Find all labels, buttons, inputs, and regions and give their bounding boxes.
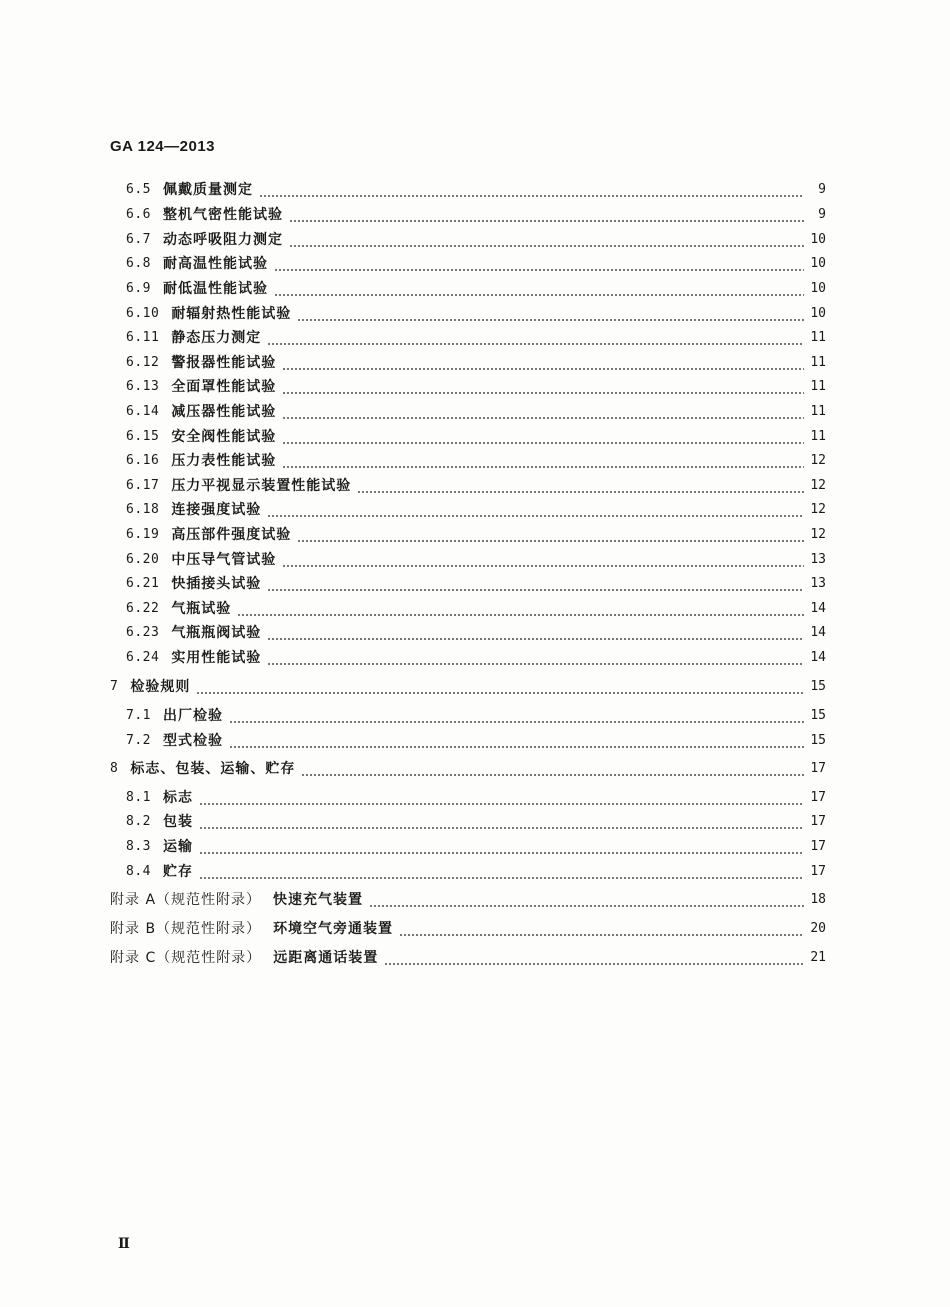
toc-entry-page: 10 (810, 231, 826, 247)
toc-entry-number: 6.9 (126, 280, 151, 296)
toc-entry[interactable] (126, 400, 826, 422)
toc-entry-title: 快插接头试验 (171, 576, 262, 592)
toc-entry-title: 中压导气管试验 (171, 552, 277, 568)
toc-leader-dots (199, 786, 804, 808)
toc-entry-title: 全面罩性能试验 (171, 379, 277, 395)
toc-entry[interactable] (126, 704, 826, 726)
toc-entry-number: 6.13 (126, 378, 160, 394)
toc-entry-page: 10 (810, 305, 826, 321)
toc-entry-title: 压力平视显示装置性能试验 (171, 478, 352, 494)
toc-leader-dots (267, 646, 804, 668)
toc-entry[interactable] (126, 523, 826, 545)
toc-entry-title: 减压器性能试验 (171, 404, 277, 420)
page-number: Ⅱ (118, 1236, 130, 1252)
toc-entry-page: 10 (810, 255, 826, 271)
toc-leader-dots (274, 277, 804, 299)
toc-entry-page: 17 (810, 789, 826, 805)
toc-entry-number: 8 (110, 760, 119, 776)
toc-entry-number: 附录 C（规范性附录） (110, 950, 262, 966)
toc-entry-page: 11 (810, 354, 826, 370)
toc-entry-number: 6.20 (126, 551, 160, 567)
toc-leader-dots (282, 375, 804, 397)
toc-leader-dots (282, 400, 804, 422)
toc-leader-dots (369, 888, 804, 910)
toc-entry-page: 15 (810, 732, 826, 748)
toc-leader-dots (282, 449, 804, 471)
document-code: GA 124—2013 (110, 138, 216, 155)
toc-entry[interactable] (110, 675, 826, 697)
toc-entry-page: 11 (810, 329, 826, 345)
toc-entry-page: 17 (810, 863, 826, 879)
toc-entry-number: 6.22 (126, 600, 160, 616)
toc-entry-page: 13 (810, 551, 826, 567)
toc-entry-number: 6.7 (126, 231, 151, 247)
toc-leader-dots (297, 523, 804, 545)
toc-entry-number: 7.1 (126, 707, 151, 723)
toc-entry-title: 实用性能试验 (171, 650, 262, 666)
toc-entry-page: 9 (818, 181, 826, 197)
toc-leader-dots (199, 810, 804, 832)
toc-entry-title: 佩戴质量测定 (162, 182, 253, 198)
toc-entry-number: 8.2 (126, 813, 151, 829)
toc-leader-dots (399, 917, 804, 939)
toc-entry-page: 11 (810, 378, 826, 394)
toc-entry-title: 高压部件强度试验 (171, 527, 292, 543)
toc-entry-page: 15 (810, 707, 826, 723)
toc-leader-dots (237, 597, 804, 619)
toc-entry[interactable] (126, 474, 826, 496)
toc-entry[interactable] (126, 835, 826, 857)
toc-entry-title: 耐辐射热性能试验 (171, 306, 292, 322)
toc-entry-title: 包装 (162, 814, 193, 830)
toc-entry-title: 出厂检验 (162, 708, 223, 724)
toc-entry[interactable] (126, 786, 826, 808)
toc-entry[interactable] (126, 729, 826, 751)
toc-entry-page: 18 (810, 891, 826, 907)
toc-entry-page: 13 (810, 575, 826, 591)
toc-leader-dots (229, 704, 804, 726)
toc-entry-page: 9 (818, 206, 826, 222)
toc-entry-title: 标志、包装、运输、贮存 (130, 761, 296, 777)
toc-entry-title: 检验规则 (130, 679, 191, 695)
toc-leader-dots (259, 178, 804, 200)
toc-entry[interactable] (126, 178, 826, 200)
toc-entry-title: 耐低温性能试验 (162, 281, 268, 297)
toc-entry[interactable] (126, 621, 826, 643)
toc-leader-dots (282, 351, 804, 373)
toc-entry[interactable] (126, 326, 826, 348)
toc-entry-number: 6.10 (126, 305, 160, 321)
toc-entry-page: 14 (810, 624, 826, 640)
toc-entry[interactable] (126, 302, 826, 324)
toc-entry[interactable] (110, 917, 826, 939)
toc-entry-number: 6.6 (126, 206, 151, 222)
toc-entry-title: 安全阀性能试验 (171, 429, 277, 445)
toc-entry[interactable] (126, 498, 826, 520)
toc-entry-number: 6.5 (126, 181, 151, 197)
toc-entry-page: 17 (810, 838, 826, 854)
toc-entry-number: 附录 B（规范性附录） (110, 921, 262, 937)
toc-entry-number: 6.14 (126, 403, 160, 419)
toc-entry[interactable] (126, 646, 826, 668)
toc-entry-page: 21 (810, 949, 826, 965)
toc-leader-dots (289, 228, 804, 250)
toc-leader-dots (267, 326, 804, 348)
toc-leader-dots (301, 757, 804, 779)
toc-entry-number: 7.2 (126, 732, 151, 748)
toc-entry[interactable] (110, 946, 826, 968)
toc-entry-number: 6.18 (126, 501, 160, 517)
toc-entry-number: 6.21 (126, 575, 160, 591)
toc-entry[interactable] (126, 572, 826, 594)
toc-leader-dots (282, 425, 804, 447)
toc-entry[interactable] (126, 203, 826, 225)
toc-entry-title: 压力表性能试验 (171, 453, 277, 469)
toc-leader-dots (267, 498, 804, 520)
toc-entry-number: 6.23 (126, 624, 160, 640)
toc-entry[interactable] (126, 252, 826, 274)
toc-entry-title: 型式检验 (162, 733, 223, 749)
toc-entry-page: 12 (810, 477, 826, 493)
toc-entry-page: 11 (810, 428, 826, 444)
toc-leader-dots (282, 548, 804, 570)
toc-entry[interactable] (126, 597, 826, 619)
toc-entry[interactable] (126, 449, 826, 471)
toc-entry-number: 6.11 (126, 329, 160, 345)
toc-entry-title: 运输 (162, 839, 193, 855)
toc-entry[interactable] (126, 375, 826, 397)
toc-entry[interactable] (126, 548, 826, 570)
toc-leader-dots (199, 835, 804, 857)
toc-entry-number: 6.17 (126, 477, 160, 493)
toc-entry-page: 12 (810, 452, 826, 468)
toc-entry-title: 耐高温性能试验 (162, 256, 268, 272)
toc-entry-page: 15 (810, 678, 826, 694)
toc-entry[interactable] (126, 277, 826, 299)
toc-entry-title: 环境空气旁通装置 (273, 921, 394, 937)
toc-entry-title: 标志 (162, 790, 193, 806)
toc-entry-number: 7 (110, 678, 119, 694)
toc-entry-page: 12 (810, 501, 826, 517)
toc-entry-page: 14 (810, 600, 826, 616)
toc-entry[interactable] (126, 228, 826, 250)
toc-entry-page: 11 (810, 403, 826, 419)
toc-entry[interactable] (126, 810, 826, 832)
toc-entry-number: 6.16 (126, 452, 160, 468)
toc-entry-page: 17 (810, 813, 826, 829)
toc-entry-title: 贮存 (162, 864, 193, 880)
toc-entry-number: 6.24 (126, 649, 160, 665)
toc-leader-dots (384, 946, 804, 968)
toc-entry-title: 气瓶试验 (171, 601, 232, 617)
toc-entry-title: 动态呼吸阻力测定 (162, 232, 283, 248)
toc-leader-dots (267, 621, 804, 643)
toc-entry-page: 10 (810, 280, 826, 296)
toc-leader-dots (297, 302, 804, 324)
toc-leader-dots (229, 729, 804, 751)
toc-entry-number: 8.3 (126, 838, 151, 854)
toc-entry-number: 6.19 (126, 526, 160, 542)
toc-entry[interactable] (126, 860, 826, 882)
toc-entry-title: 警报器性能试验 (171, 355, 277, 371)
toc-leader-dots (196, 675, 804, 697)
toc-entry-title: 气瓶瓶阀试验 (171, 625, 262, 641)
toc-leader-dots (267, 572, 804, 594)
toc-entry-number: 8.1 (126, 789, 151, 805)
toc-entry-title: 连接强度试验 (171, 502, 262, 518)
toc-entry-title: 快速充气装置 (273, 892, 364, 908)
toc-entry[interactable] (126, 425, 826, 447)
toc-entry-title: 远距离通话装置 (273, 950, 379, 966)
toc-entry-number: 附录 A（规范性附录） (110, 892, 262, 908)
toc-entry[interactable] (110, 888, 826, 910)
toc-entry[interactable] (126, 351, 826, 373)
toc-leader-dots (357, 474, 804, 496)
toc-leader-dots (289, 203, 804, 225)
toc-leader-dots (199, 860, 804, 882)
toc-entry-page: 12 (810, 526, 826, 542)
toc-entry-number: 6.12 (126, 354, 160, 370)
toc-entry-page: 20 (810, 920, 826, 936)
toc-entry-title: 整机气密性能试验 (162, 207, 283, 223)
toc-entry[interactable] (110, 757, 826, 779)
toc-entry-number: 8.4 (126, 863, 151, 879)
toc-entry-page: 14 (810, 649, 826, 665)
toc-entry-page: 17 (810, 760, 826, 776)
toc-entry-number: 6.15 (126, 428, 160, 444)
toc-leader-dots (274, 252, 804, 274)
toc-entry-number: 6.8 (126, 255, 151, 271)
toc-entry-title: 静态压力测定 (171, 330, 262, 346)
